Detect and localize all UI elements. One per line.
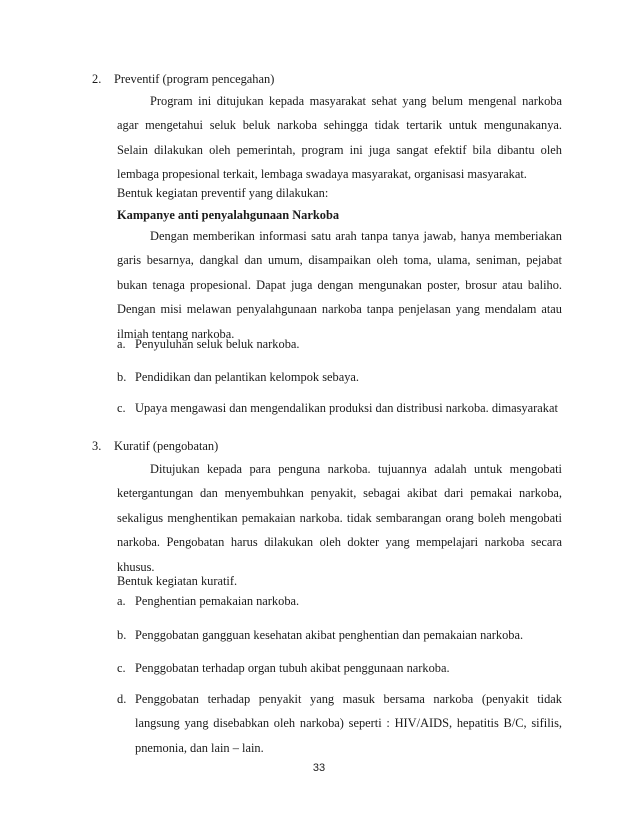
list-item-text: Pendidikan dan pelantikan kelompok sebaya. bbox=[135, 370, 360, 384]
campaign-heading: Kampanye anti penyalahgunaan Narkoba bbox=[117, 208, 340, 222]
list-marker: c. bbox=[117, 401, 126, 415]
campaign-paragraph: Dengan memberikan informasi satu arah tanpa tanya jawab, hanya memberiakan garis besarnya, dangkal dan umum, disampaikan oleh toma, ulama, seniman, pejabat bukan tenaga propesional. Dapat juga dengan mengunakan poster, brosur atau baliho. Dengan misi melawan penyalahgunaan narkoba tanpa penjelasan yang mendalam atau ilmiah tentang narkoba. bbox=[117, 229, 562, 341]
list-marker: b. bbox=[117, 370, 127, 384]
list-item-text: Penggobatan terhadap organ tubuh akibat penggunaan narkoba. bbox=[135, 661, 450, 675]
list-item bbox=[117, 335, 562, 353]
list-marker: a. bbox=[117, 337, 126, 351]
section-2-activities-label: Bentuk kegiatan preventif yang dilakukan: bbox=[117, 186, 329, 200]
section-3-activities-label: Bentuk kegiatan kuratif. bbox=[117, 574, 238, 588]
list-item-text: Upaya mengawasi dan mengendalikan produksi dan distribusi narkoba. dimasyarakat bbox=[135, 401, 558, 415]
page-number: 33 bbox=[312, 762, 326, 774]
list-item-text: Penggobatan gangguan kesehatan akibat penghentian dan pemakaian narkoba. bbox=[135, 628, 524, 642]
list-item-text: Penghentian pemakaian narkoba. bbox=[135, 594, 300, 608]
section-3-heading bbox=[92, 437, 562, 455]
list-marker: b. bbox=[117, 628, 127, 642]
list-marker: a. bbox=[117, 594, 126, 608]
list-item bbox=[117, 659, 562, 677]
section-2-title: Preventif (program pencegahan) bbox=[114, 72, 275, 86]
list-item-text: Penyuluhan seluk beluk narkoba. bbox=[135, 337, 300, 351]
list-marker: c. bbox=[117, 661, 126, 675]
section-2-number: 2. bbox=[92, 72, 102, 86]
list-marker: d. bbox=[117, 692, 127, 706]
section-2-paragraph: Program ini ditujukan kepada masyarakat sehat yang belum mengenal narkoba agar mengetahui seluk beluk narkoba sehingga tidak tertarik untuk mengunakanya. Selain dilakukan oleh pemerintah, program ini juga sangat efektif bila dibantu oleh lembaga propesional terkait, lembaga swadaya masyarakat, organisasi masyarakat. bbox=[117, 94, 562, 182]
section-3-number: 3. bbox=[92, 439, 102, 453]
section-3-title: Kuratif (pengobatan) bbox=[114, 439, 219, 453]
section-3-paragraph: Ditujukan kepada para penguna narkoba. tujuannya adalah untuk mengobati ketergantungan dan menyembuhkan penyakit, sebagai akibat dari pemakai narkoba, sekaligus menghentikan pemakaian narkoba. tidak sembarangan orang boleh mengobati narkoba. Pengobatan harus dilakukan oleh dokter yang mempelajari narkoba secara khusus. bbox=[117, 462, 562, 574]
list-item bbox=[117, 687, 562, 760]
list-item bbox=[117, 399, 562, 417]
list-item bbox=[117, 368, 562, 386]
list-item-text: Penggobatan terhadap penyakit yang masuk bersama narkoba (penyakit tidak langsung yang disebabkan oleh narkoba) seperti : HIV/AIDS, hepatitis B/C, sifilis, pnemonia, dan lain – lain. bbox=[135, 692, 562, 755]
list-item bbox=[117, 626, 562, 644]
section-2-heading bbox=[92, 70, 562, 88]
list-item bbox=[117, 592, 562, 610]
